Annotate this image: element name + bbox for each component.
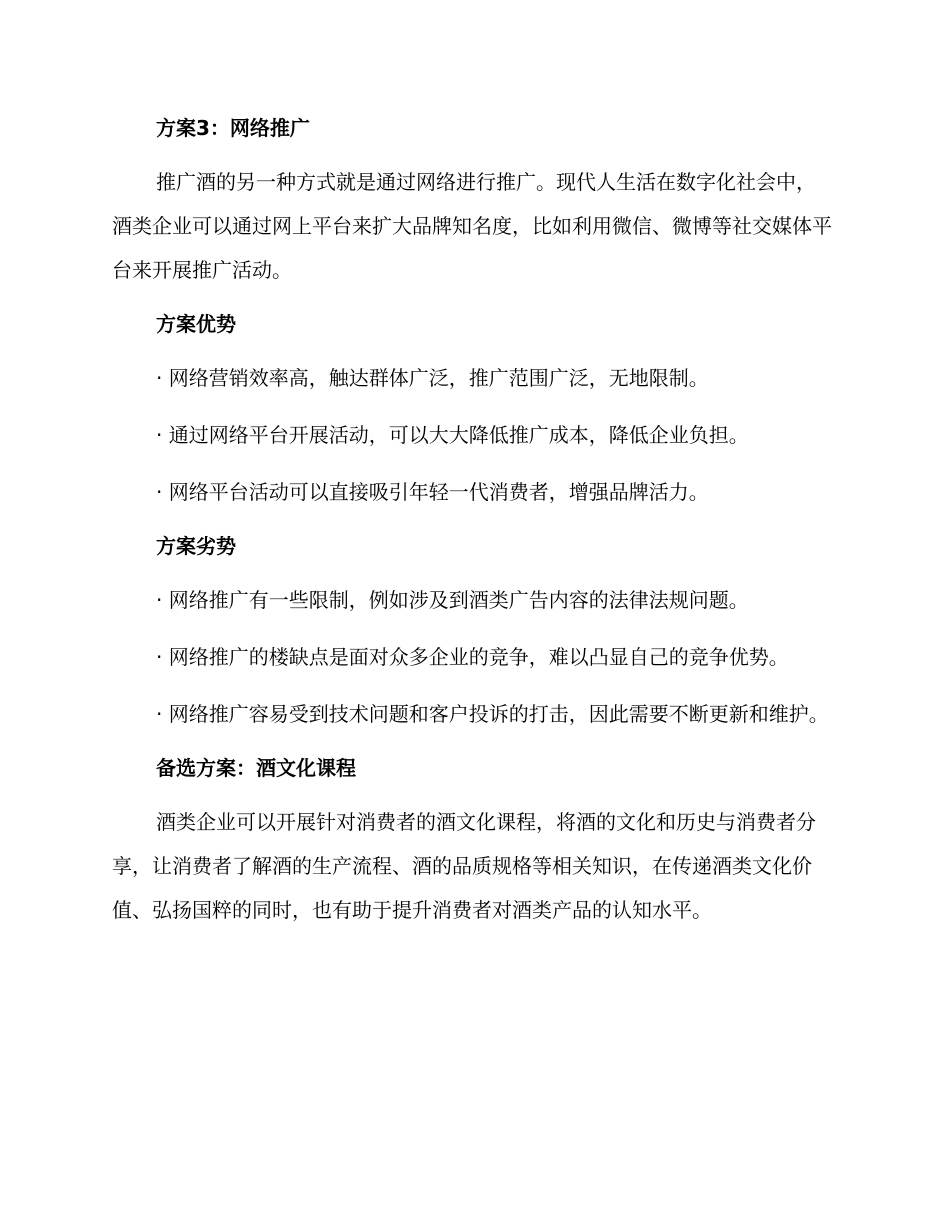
disadvantage-item: · 网络推广有一些限制，例如涉及到酒类广告内容的法律法规问题。: [156, 588, 749, 612]
advantages-heading: 方案优势: [156, 312, 236, 336]
alternative-paragraph: 酒类企业可以开展针对消费者的酒文化课程，将酒的文化和历史与消费者分享，让消费者了解酒的生产流程、酒的品质规格等相关知识，在传递酒类文化价值、弘扬国粹的同时，也有助于提升消费者对酒类产品的认知水平。: [112, 810, 816, 922]
advantage-item: · 网络平台活动可以直接吸引年轻一代消费者，增强品牌活力。: [156, 480, 709, 504]
document-content: [112, 110, 834, 932]
advantage-item: · 网络营销效率高，触达群体广泛，推广范围广泛，无地限制。: [156, 366, 709, 390]
plan3-intro-paragraph: 推广酒的另一种方式就是通过网络进行推广。现代人生活在数字化社会中，酒类企业可以通过网上平台来扩大品牌知名度，比如利用微信、微博等社交媒体平台来开展推广活动。: [112, 170, 832, 282]
alternative-heading: 备选方案：酒文化课程: [156, 756, 356, 780]
section-heading-plan3: 方案3：网络推广: [156, 116, 310, 140]
disadvantage-item: · 网络推广容易受到技术问题和客户投诉的打击，因此需要不断更新和维护。: [156, 702, 829, 726]
disadvantage-item: · 网络推广的楼缺点是面对众多企业的竞争，难以凸显自己的竞争优势。: [156, 645, 789, 669]
advantage-item: · 通过网络平台开展活动，可以大大降低推广成本，降低企业负担。: [156, 423, 749, 447]
disadvantages-heading: 方案劣势: [156, 534, 236, 558]
